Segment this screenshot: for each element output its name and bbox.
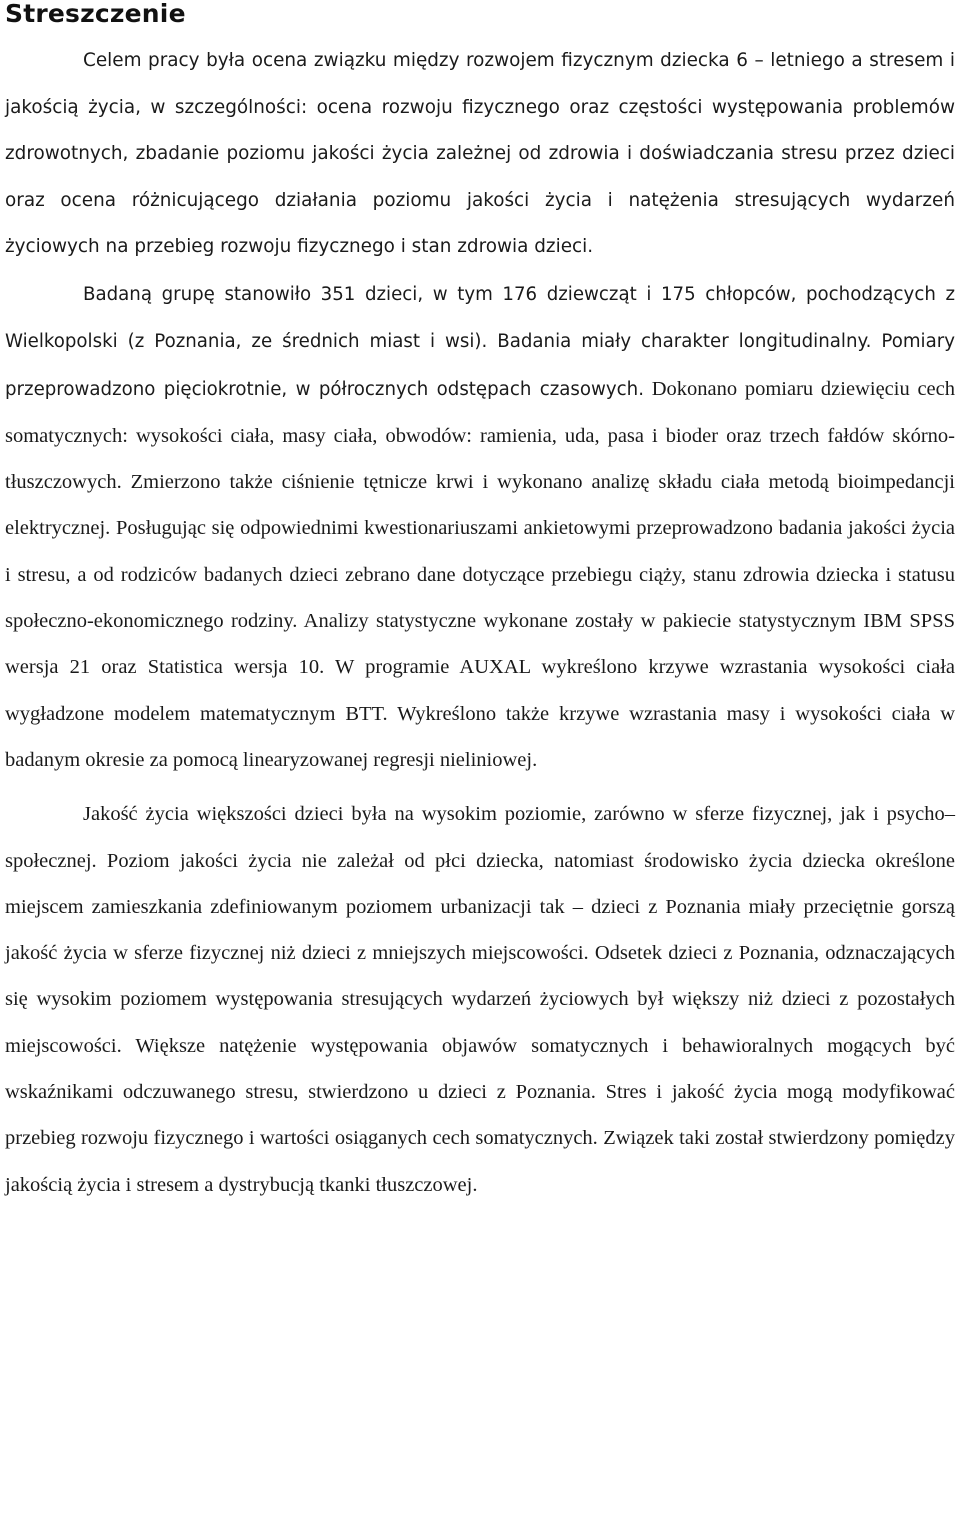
paragraph-methods xyxy=(5,271,955,783)
section-heading: Streszczenie xyxy=(5,0,186,28)
paragraph-methods-serif-part: Dokonano pomiaru dziewięciu cech somatycznych: wysokości ciała, masy ciała, obwodów: ramienia, uda, pasa i bioder oraz trzech fałdów skórno-tłuszczowych. Zmierzono także ciśnienie tętnicze krwi i wykonano analizę składu ciała metodą bioimpedancji elektrycznej. Posługując się odpowiednimi kwestionariuszami ankietowymi przeprowadzono badania jakości życia i stresu, a od rodziców badanych dzieci zebrano dane dotyczące przebiegu ciąży, stanu zdrowia dziecka i statusu społeczno-ekonomicznego rodziny. Analizy statystyczne wykonane zostały w pakiecie statystycznym IBM SPSS wersja 21 oraz Statistica wersja 10. W programie AUXAL wykreślono krzywe wzrastania wysokości ciała wygładzone modelem matematycznym BTT. Wykreślono także krzywe wzrastania masy i wysokości ciała w badanym okresie za pomocą linearyzowanej regresji nieliniowej. xyxy=(5,377,955,771)
paragraph-methods-sans-part: Badaną grupę stanowiło 351 dzieci, w tym 176 dziewcząt i 175 chłopców, pochodzących z Wielkopolski (z Poznania, ze średnich miast i wsi). Badania miały charakter longitudinalny. Pomiary przeprowadzono pięciokrotnie, w półrocznych odstępach czasowych. xyxy=(5,283,955,400)
paragraph-aims: Celem pracy była ocena związku między rozwojem fizycznym dziecka 6 – letniego a stresem i jakością życia, w szczególności: ocena rozwoju fizycznego oraz częstości występowania problemów zdrowotnych, zbadanie poziomu jakości życia zależnej od zdrowia i doświadczania stresu przez dzieci oraz ocena różnicującego działania poziomu jakości życia i natężenia stresujących wydarzeń życiowych na przebieg rozwoju fizycznego i stan zdrowia dzieci. xyxy=(5,50,955,258)
paragraph-results: Jakość życia większości dzieci była na wysokim poziomie, zarówno w sferze fizycznej, jak i psycho–społecznej. Poziom jakości życia nie zależał od płci dziecka, natomiast środowisko życia dziecka określone miejscem zamieszkania zdefiniowanym poziomem urbanizacji tak – dzieci z Poznania miały przeciętnie gorszą jakość życia w sferze fizycznej niż dzieci z mniejszych miejscowości. Odsetek dzieci z Poznania, odznaczających się wysokim poziomem występowania stresujących wydarzeń życiowych był większy niż dzieci z pozostałych miejscowości. Większe natężenie występowania objawów somatycznych i behawioralnych mogących być wskaźnikami odczuwanego stresu, stwierdzono u dzieci z Poznania. Stres i jakość życia mogą modyfikować przebieg rozwoju fizycznego i wartości osiąganych cech somatycznych. Związek taki został stwierdzony pomiędzy jakością życia i stresem a dystrybucją tkanki tłuszczowej. xyxy=(5,803,955,1196)
document-page xyxy=(5,0,955,1208)
